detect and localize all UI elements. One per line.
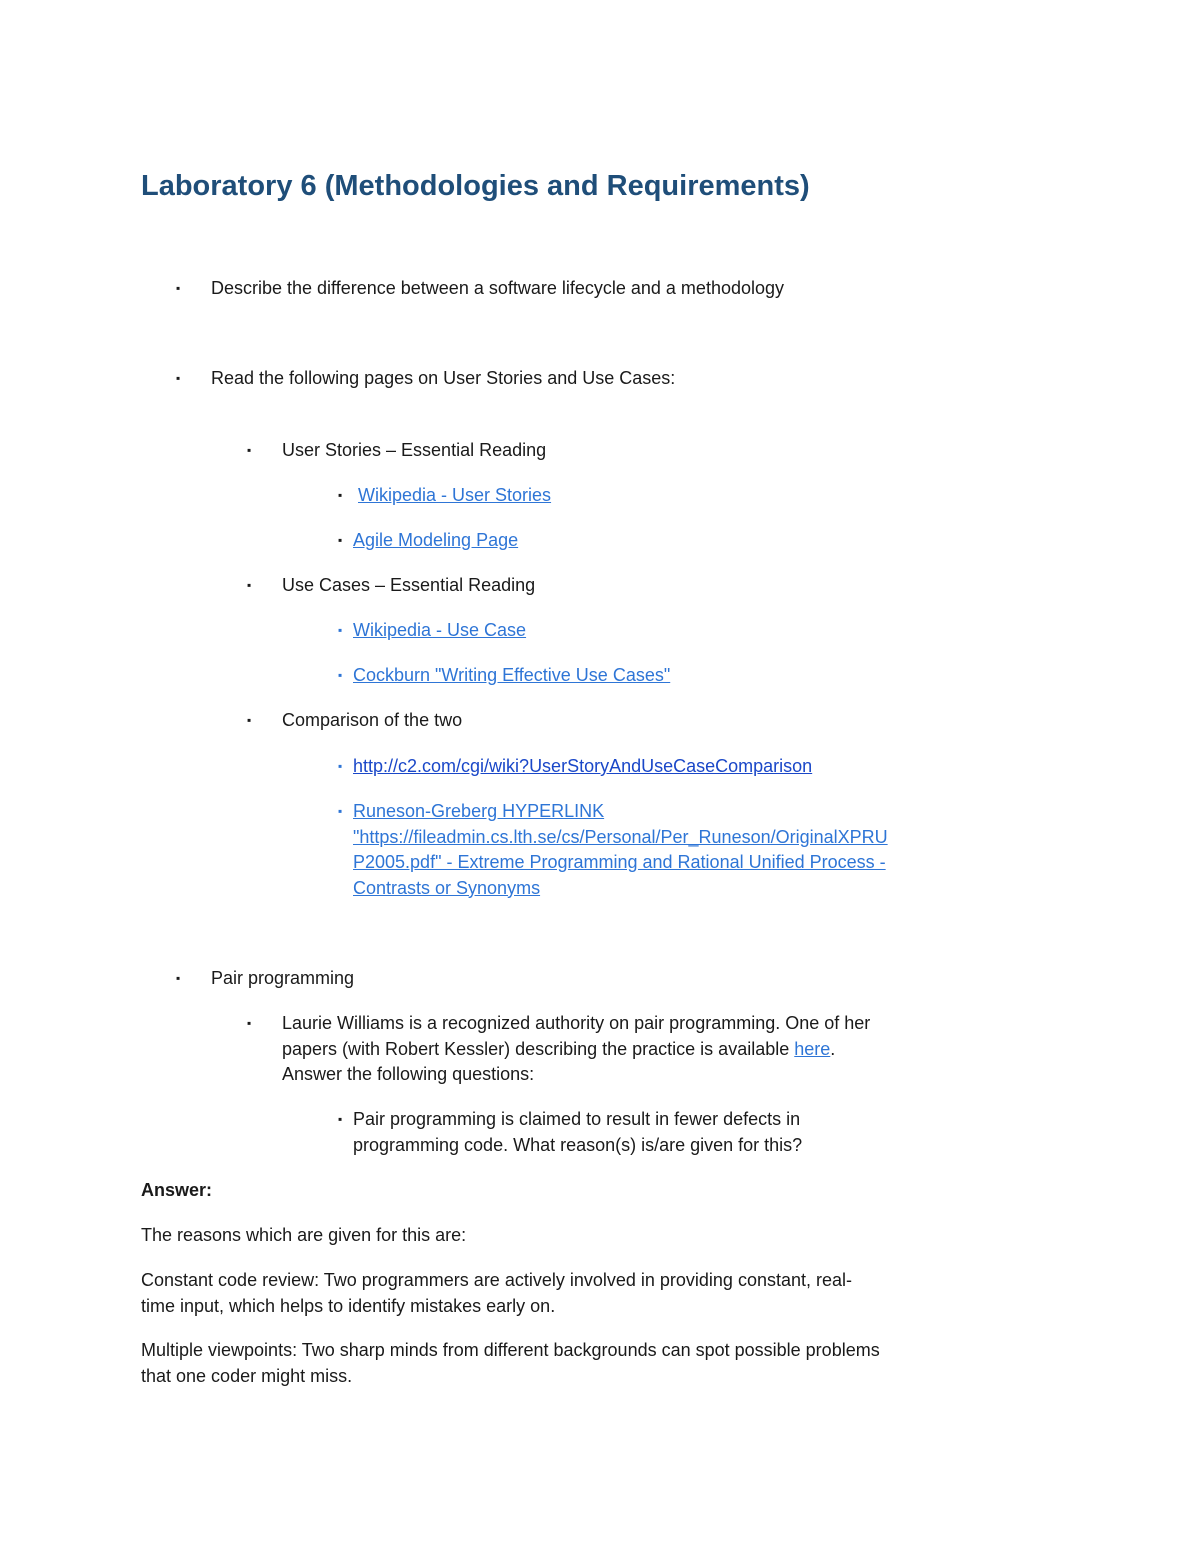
item-laurie-williams: [282, 1011, 870, 1088]
bullet-icon: ▪: [247, 443, 252, 457]
laurie-text: .: [830, 1038, 836, 1059]
answer-intro: The reasons which are given for this are:: [141, 1225, 467, 1245]
item-read: Read the following pages on User Stories and Use Cases:: [211, 368, 676, 388]
item-pair-programming: Pair programming: [211, 968, 355, 988]
answer-paragraph-viewpoints: [141, 1338, 880, 1389]
answer-label: Answer:: [141, 1180, 213, 1200]
link-c2-comparison[interactable]: http://c2.com/cgi/wiki?UserStoryAndUseCaseComparison: [353, 756, 813, 776]
question-line: programming code. What reason(s) is/are given for this?: [353, 1134, 803, 1155]
question-line: Pair programming is claimed to result in fewer defects in: [353, 1109, 801, 1129]
laurie-text: papers (with Robert Kessler) describing the practice is available: [282, 1038, 795, 1059]
link-here[interactable]: here: [794, 1038, 831, 1059]
answer-line: time input, which helps to identify mistakes early on.: [141, 1295, 556, 1316]
bullet-icon: ▪: [338, 668, 343, 682]
item-comparison: Comparison of the two: [282, 710, 463, 730]
bullet-icon: ▪: [247, 713, 252, 727]
link-runeson-line: "https://fileadmin.cs.lth.se/cs/Personal/Per_Runeson/OriginalXPRU: [353, 826, 888, 847]
link-runeson-line: P2005.pdf" - Extreme Programming and Rational Unified Process -: [353, 852, 886, 872]
item-describe: Describe the difference between a software lifecycle and a methodology: [211, 278, 785, 298]
bullet-icon: ▪: [176, 371, 181, 385]
bullet-icon: ▪: [247, 1016, 252, 1030]
bullet-icon: ▪: [338, 623, 343, 637]
bullet-icon: ▪: [176, 281, 181, 295]
bullet-icon: ▪: [176, 971, 181, 985]
link-cockburn[interactable]: Cockburn "Writing Effective Use Cases": [353, 665, 671, 685]
item-use-cases: Use Cases – Essential Reading: [282, 575, 536, 595]
bullet-icon: ▪: [338, 533, 343, 547]
laurie-line: Laurie Williams is a recognized authority on pair programming. One of her: [282, 1013, 871, 1033]
answer-paragraph-code-review: [141, 1268, 852, 1319]
link-wikipedia-use-case[interactable]: Wikipedia - Use Case: [353, 620, 527, 640]
link-agile-modeling[interactable]: Agile Modeling Page: [353, 530, 519, 550]
page-title: Laboratory 6 (Methodologies and Requirements): [141, 170, 810, 202]
link-runeson-greberg[interactable]: [353, 799, 888, 901]
bullet-icon: ▪: [338, 488, 343, 502]
bullet-icon: ▪: [338, 759, 343, 773]
laurie-line: Answer the following questions:: [282, 1064, 535, 1084]
answer-line: Constant code review: Two programmers are actively involved in providing constant, real-: [141, 1270, 852, 1290]
answer-line: that one coder might miss.: [141, 1365, 353, 1386]
item-user-stories: User Stories – Essential Reading: [282, 440, 547, 460]
bullet-icon: ▪: [338, 1112, 343, 1126]
bullet-icon: ▪: [338, 804, 343, 818]
link-wikipedia-user-stories[interactable]: Wikipedia - User Stories: [358, 485, 552, 505]
laurie-line: [282, 1037, 870, 1063]
bullet-icon: ▪: [247, 578, 252, 592]
item-question: [353, 1107, 802, 1158]
answer-line: Multiple viewpoints: Two sharp minds from different backgrounds can spot possible problems: [141, 1340, 880, 1360]
link-runeson-line: Contrasts or Synonyms: [353, 877, 541, 898]
link-runeson-line: Runeson-Greberg HYPERLINK: [353, 801, 605, 821]
